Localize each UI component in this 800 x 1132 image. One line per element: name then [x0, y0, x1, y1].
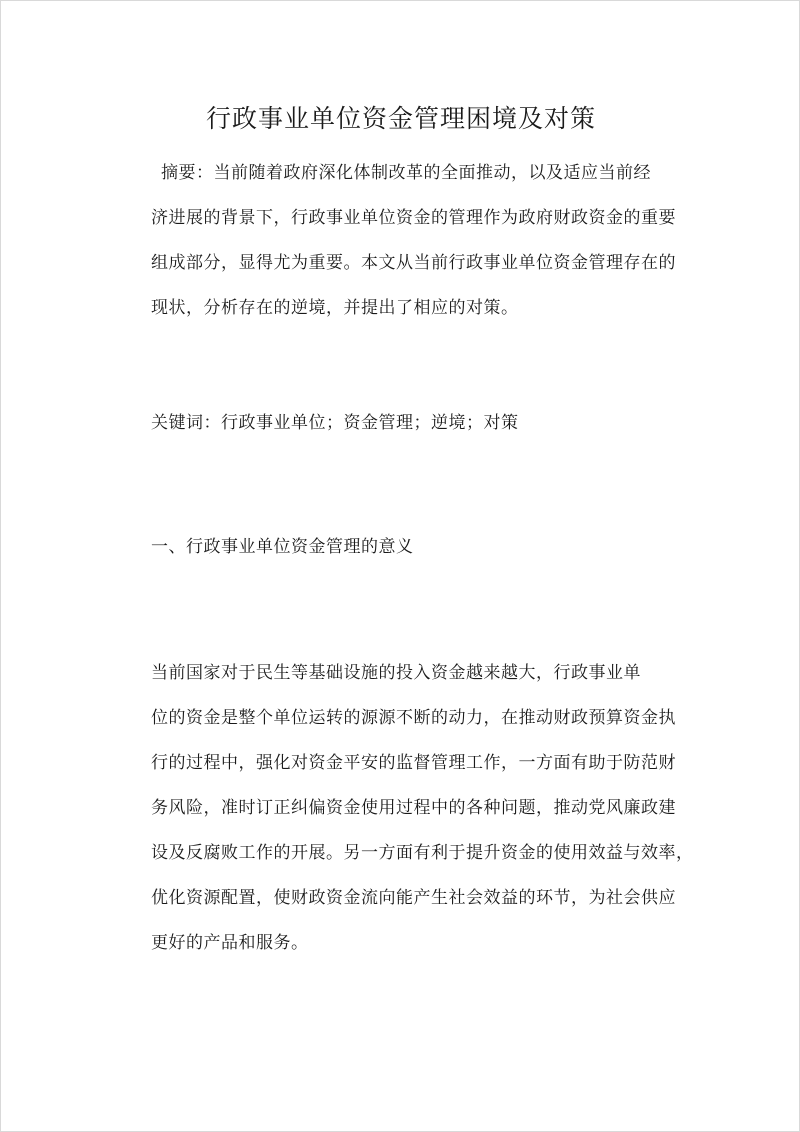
- keywords-line: 关键词：行政事业单位；资金管理；逆境；对策: [151, 413, 519, 433]
- abstract-line: 摘要：当前随着政府深化体制改革的全面推动，以及适应当前经: [161, 163, 651, 183]
- body-paragraph: [151, 651, 693, 966]
- body-line: 优化资源配置，使财政资金流向能产生社会效益的环节，为社会供应: [151, 888, 676, 908]
- document-title: 行政事业单位资金管理困境及对策: [205, 104, 596, 133]
- body-line: 位的资金是整个单位运转的源源不断的动力，在推动财政预算资金执: [151, 708, 676, 728]
- section-heading: 一、行政事业单位资金管理的意义: [151, 537, 414, 557]
- abstract-line: 组成部分，显得尤为重要。本文从当前行政事业单位资金管理存在的: [151, 253, 676, 273]
- body-line: 更好的产品和服务。: [151, 933, 309, 953]
- body-line: 设及反腐败工作的开展。另一方面有利于提升资金的使用效益与效率，: [151, 843, 694, 863]
- abstract-line: 现状，分析存在的逆境，并提出了相应的对策。: [151, 298, 519, 318]
- body-line: 行的过程中，强化对资金平安的监督管理工作，一方面有助于防范财: [151, 753, 676, 773]
- body-line: 务风险，准时订正纠偏资金使用过程中的各种问题，推动党风廉政建: [151, 798, 676, 818]
- body-line: 当前国家对于民生等基础设施的投入资金越来越大，行政事业单: [151, 663, 641, 683]
- abstract-line: 济进展的背景下，行政事业单位资金的管理作为政府财政资金的重要: [151, 208, 676, 228]
- abstract-paragraph: [151, 151, 693, 331]
